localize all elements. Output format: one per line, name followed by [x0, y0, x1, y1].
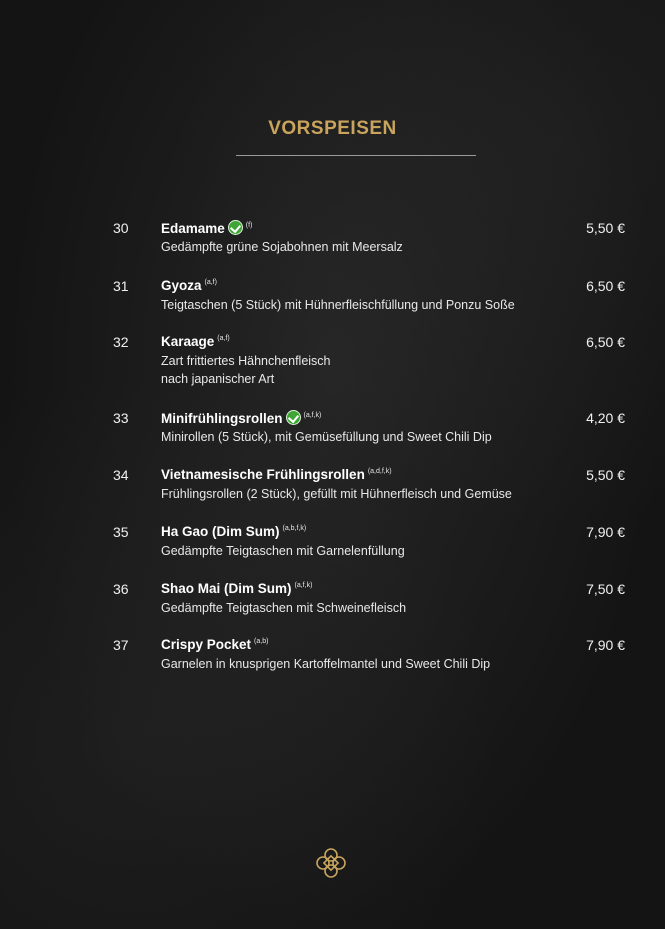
item-name — [161, 410, 321, 426]
item-description: Gedämpfte grüne Sojabohnen mit Meersalz — [161, 240, 403, 254]
item-price: 7,90 € — [586, 524, 625, 540]
allergen-codes: (f) — [245, 222, 253, 229]
allergen-codes: (a,d,f,k) — [367, 468, 392, 475]
item-number: 31 — [113, 278, 129, 294]
item-name — [161, 524, 306, 539]
item-name-text: Vietnamesische Frühlingsrollen — [161, 467, 365, 482]
item-name — [161, 220, 252, 236]
item-number: 33 — [113, 410, 129, 426]
item-price: 7,50 € — [586, 581, 625, 597]
allergen-codes: (a,f,k) — [294, 582, 313, 589]
item-name-text: Karaage — [161, 334, 215, 349]
item-description: Garnelen in knusprigen Kartoffelmantel und Sweet Chili Dip — [161, 657, 491, 671]
vegetarian-icon — [228, 220, 243, 235]
allergen-codes: (a,b,f,k) — [282, 525, 307, 532]
allergen-codes: (a,f,k) — [303, 412, 322, 419]
item-price: 4,20 € — [586, 410, 625, 426]
item-description: Gedämpfte Teigtaschen mit Schweinefleisch — [161, 601, 407, 615]
item-name-text: Gyoza — [161, 278, 202, 293]
item-number: 30 — [113, 220, 129, 236]
item-description: Gedämpfte Teigtaschen mit Garnelenfüllung — [161, 544, 405, 558]
item-number: 34 — [113, 467, 129, 483]
item-name — [161, 278, 217, 293]
item-price: 5,50 € — [586, 467, 625, 483]
allergen-codes: (a,b) — [254, 638, 269, 645]
item-description: nach japanischer Art — [161, 372, 275, 386]
item-name — [161, 637, 268, 652]
item-price: 7,90 € — [586, 637, 625, 653]
item-name-text: Ha Gao (Dim Sum) — [161, 524, 280, 539]
item-name-text: Crispy Pocket — [161, 637, 252, 652]
section-title: VORSPEISEN — [268, 118, 397, 139]
item-number: 37 — [113, 637, 129, 653]
allergen-codes: (a,f) — [217, 335, 230, 342]
item-name — [161, 334, 230, 349]
knot-ornament-icon — [314, 846, 348, 880]
item-price: 6,50 € — [586, 334, 625, 350]
item-name — [161, 467, 392, 482]
item-price: 5,50 € — [586, 220, 625, 236]
item-description: Zart frittiertes Hähnchenfleisch — [161, 354, 331, 368]
item-number: 36 — [113, 581, 129, 597]
title-divider — [236, 155, 476, 156]
allergen-codes: (a,f) — [204, 279, 217, 286]
item-price: 6,50 € — [586, 278, 625, 294]
item-name-text: Shao Mai (Dim Sum) — [161, 581, 292, 596]
vegetarian-icon — [286, 410, 301, 425]
item-description: Minirollen (5 Stück), mit Gemüsefüllung und Sweet Chili Dip — [161, 430, 492, 444]
item-number: 32 — [113, 334, 129, 350]
item-name-text: Edamame — [161, 221, 225, 236]
item-name — [161, 581, 312, 596]
item-description: Teigtaschen (5 Stück) mit Hühnerfleischfüllung und Ponzu Soße — [161, 298, 515, 312]
item-number: 35 — [113, 524, 129, 540]
item-description: Frühlingsrollen (2 Stück), gefüllt mit Hühnerfleisch und Gemüse — [161, 487, 512, 501]
item-name-text: Minifrühlingsrollen — [161, 411, 283, 426]
